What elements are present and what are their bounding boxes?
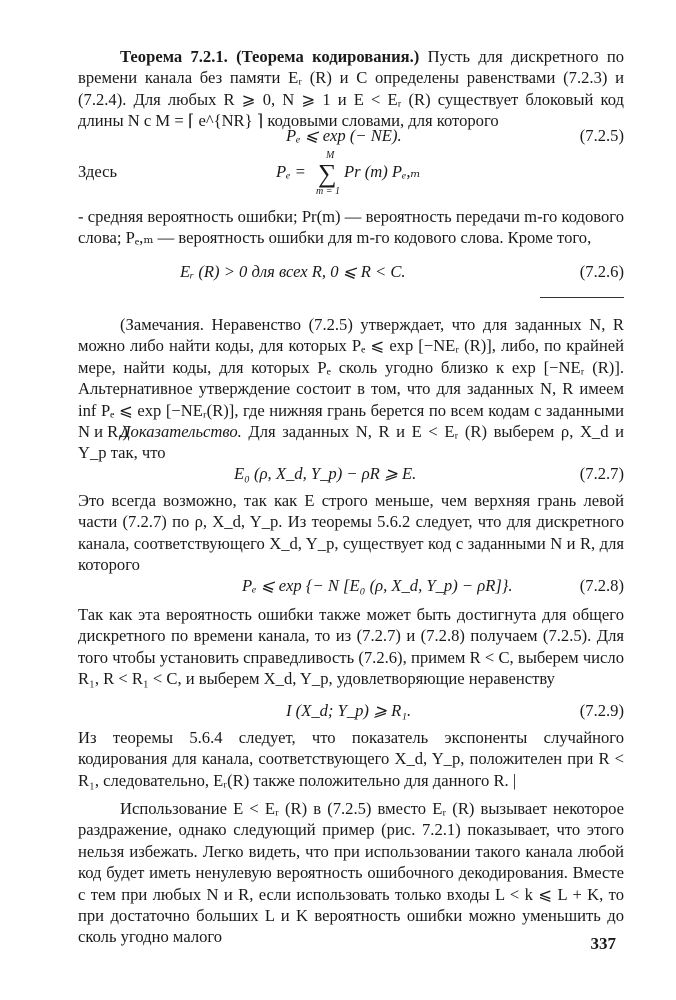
sum-sign: ∑	[318, 159, 337, 188]
equation-7-2-8-body: Pₑ ⩽ exp {− N [E₀ (ρ, X_d, Y_p) − ρR]}.	[242, 576, 513, 595]
sum-lower-limit: m = 1	[316, 186, 340, 197]
equation-pe-left: Pₑ =	[276, 162, 306, 181]
equation-pe-definition	[78, 150, 624, 200]
equation-7-2-5-number: (7.2.5)	[579, 126, 624, 145]
equation-7-2-5-body: Pₑ ⩽ exp (− NE).	[286, 126, 402, 145]
equation-7-2-6-number: (7.2.6)	[579, 262, 624, 281]
paragraph-5-text: Из теоремы 5.6.4 следует, что показатель экспоненты случайного кодирования для канала, соответствующего X_d, Y_p, положителен при R < R₁, следовательно, Eᵣ(R) также положительно для данного R. |	[78, 728, 624, 790]
equation-7-2-6-body: Eᵣ (R) > 0 для всех R, 0 ⩽ R < C.	[180, 262, 406, 281]
theorem-paragraph	[78, 46, 624, 132]
page-number: 337	[590, 934, 616, 953]
proof-text: Для заданных N, R и E < Eᵣ (R) выберем ρ, X_d и Y_p так, что	[78, 422, 624, 463]
paragraph-2-text: - средняя вероятность ошибки; Pr(m) — вероятность передачи m-го кодового слова; Pₑ,ₘ — вероятность ошибки для m-го кодового слова. Кроме того,	[78, 207, 624, 248]
paragraph-6	[78, 798, 624, 948]
remarks-text: (Замечания. Неравенство (7.2.5) утверждает, что для заданных N, R можно либо найти коды, для которых Pₑ ⩽ exp [−NEᵣ (R)], либо, по крайней мере, найти коды, для которых Pₑ сколь угодно близко к exp [−NEᵣ (R)]. Альтернативное утверждение состоит в том, что для заданных N, R имеем inf Pₑ ⩽ exp [−NEᵣ(R)], где нижняя грань берется по всем кодам с заданными N и R.)	[78, 315, 624, 442]
sum-upper-limit: M	[326, 150, 335, 161]
proof-label: Доказательство.	[120, 422, 242, 441]
equation-7-2-8	[78, 576, 624, 600]
equation-7-2-9	[78, 701, 624, 725]
end-of-theorem-rule	[540, 297, 624, 298]
equation-7-2-7	[78, 464, 624, 488]
paragraph-4-text: Так как эта вероятность ошибки также может быть достигнута для общего дискретного по времени канала, то из (7.2.7) и (7.2.8) получаем (7.2.5). Для того чтобы установить справедливость (7.2.6), примем R < C, выберем число R₁, R < R₁ < C, и выберем X_d, Y_p, удовлетворяющие неравенству	[78, 605, 624, 689]
equation-7-2-5	[78, 126, 624, 150]
theorem-text: Пусть для дискретного по времени канала без памяти Eᵣ (R) и C определены равенствами (7.2.3) и (7.2.4). Для любых R ⩾ 0, N ⩾ 1 и E < Eᵣ (R) существует блоковый код длины N с M = ⌈ e^{NR} ⌉ кодовыми словами, для которого	[78, 47, 625, 131]
equation-7-2-7-body: E₀ (ρ, X_d, Y_p) − ρR ⩾ E.	[234, 464, 417, 483]
paragraph-3	[78, 490, 624, 576]
equation-pe-right: Pr (m) Pₑ,ₘ	[344, 162, 421, 181]
equation-7-2-9-number: (7.2.9)	[579, 701, 624, 720]
proof-paragraph	[78, 421, 624, 464]
paragraph-2	[78, 206, 624, 249]
zdes-label: Здесь	[78, 162, 118, 181]
paragraph-4	[78, 604, 624, 690]
paragraph-5	[78, 727, 624, 791]
equation-7-2-7-number: (7.2.7)	[579, 464, 624, 483]
theorem-label: Теорема 7.2.1. (Теорема кодирования.)	[120, 47, 420, 66]
paragraph-3-text: Это всегда возможно, так как E строго меньше, чем верхняя грань левой части (7.2.7) по ρ, X_d, Y_p. Из теоремы 5.6.2 следует, что для дискретного канала, соответствующего X_d, Y_p, существует код с заданными N и R, для которого	[78, 491, 624, 575]
paragraph-6-text: Использование E < Eᵣ (R) в (7.2.5) вместо Eᵣ (R) вызывает некоторое раздражение, однако следующий пример (рис. 7.2.1) показывает, что этого нельзя избежать. Легко видеть, что при использовании такого канала любой код будет иметь ненулевую вероятность ошибочного декодирования. Вместе с тем при любых N и R, если использовать только входы L < k ⩽ L + K, то при достаточно больших L и K вероятность ошибки можно уменьшить до сколь угодно малого	[78, 799, 624, 947]
equation-7-2-8-number: (7.2.8)	[579, 576, 624, 595]
equation-7-2-6	[78, 262, 624, 286]
equation-7-2-9-body: I (X_d; Y_p) ⩾ R₁.	[286, 701, 412, 720]
